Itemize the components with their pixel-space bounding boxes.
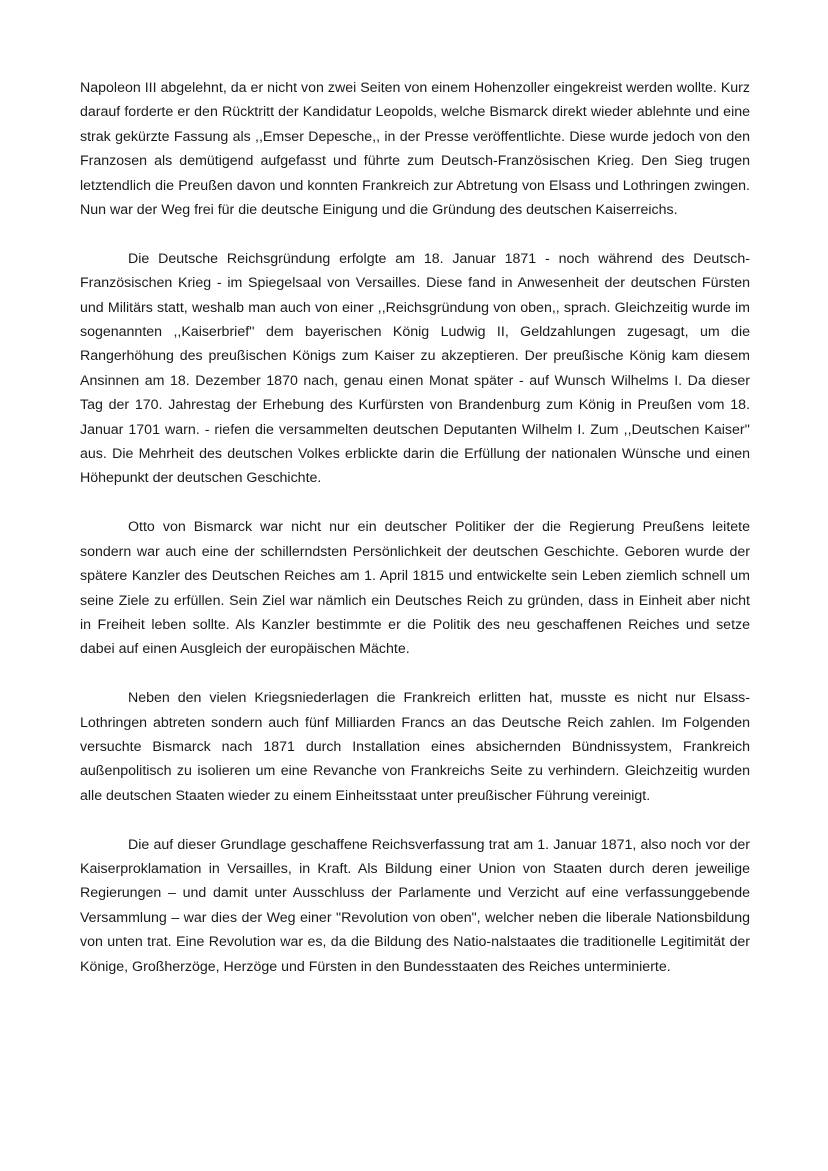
paragraph-2: Die Deutsche Reichsgründung erfolgte am 18. Januar 1871 - noch während des Deutsch-Französischen Krieg - im Spiegelsaal von Versailles. Diese fand in Anwesenheit der deutschen Fürsten und Militärs statt, weshalb man auch von einer ,,Reichsgründung von oben,, sprach. Gleichzeitig wurde im sogenannten ,,Kaiserbrief'' dem bayerischen König Ludwig II, Geldzahlungen zugesagt, um die Rangerhöhung des preußischen Königs zum Kaiser zu akzeptieren. Der preußische König kam diesem Ansinnen am 18. Dezember 1870 nach, genau einen Monat später - auf Wunsch Wilhelms I. Da dieser Tag der 170. Jahrestag der Erhebung des Kurfürsten von Brandenburg zum König in Preußen vom 18. Januar 1701 warn. - riefen die versammelten deutschen Deputanten Wilhelm I. Zum ,,Deutschen Kaiser'' aus. Die Mehrheit des deutschen Volkes erblickte darin die Erfüllung der nationalen Wünsche und einen Höhepunkt der deutschen Geschichte. <box>80 250 750 487</box>
paragraph-3: Otto von Bismarck war nicht nur ein deutscher Politiker der die Regierung Preußens leitete sondern war auch eine der schillerndsten Persönlichkeit der deutschen Geschichte. Geboren wurde der spätere Kanzler des Deutschen Reiches am 1. April 1815 und entwickelte sein Leben ziemlich schnell um seine Ziele zu erfüllen. Sein Ziel war nämlich ein Deutsches Reich zu gründen, dass in Einheit aber nicht in Freiheit leben sollte. Als Kanzler bestimmte er die Politik des neu geschaffenen Reiches und setze dabei auf einen Ausgleich der europäischen Mächte. <box>80 519 750 658</box>
document-page <box>80 76 750 979</box>
paragraph-4: Neben den vielen Kriegsniederlagen die Frankreich erlitten hat, musste es nicht nur Elsass-Lothringen abtreten sondern auch fünf Milliarden Francs an das Deutsche Reich zahlen. Im Folgenden versuchte Bismarck nach 1871 durch Installation eines absichernden Bündnissystem, Frankreich außenpolitisch zu isolieren um eine Revanche von Frankreichs Seite zu verhindern. Gleichzeitig wurden alle deutschen Staaten wieder zu einem Einheitsstaat unter preußischer Führung vereinigt. <box>80 690 750 804</box>
paragraph-5: Die auf dieser Grundlage geschaffene Reichsverfassung trat am 1. Januar 1871, also noch vor der Kaiserproklamation in Versailles, in Kraft. Als Bildung einer Union von Staaten durch deren jeweilige Regierungen – und damit unter Ausschluss der Parlamente und Verzicht auf eine verfassunggebende Versammlung – war dies der Weg einer "Revolution von oben", welcher neben die liberale Nationsbildung von unten trat. Eine Revolution war es, da die Bildung des Natio-nalstaates die traditionelle Legitimität der Könige, Großherzöge, Herzöge und Fürsten in den Bundesstaaten des Reiches unterminierte. <box>80 836 750 975</box>
paragraph-1: Napoleon III abgelehnt, da er nicht von zwei Seiten von einem Hohenzoller eingekreist werden wollte. Kurz darauf forderte er den Rücktritt der Kandidatur Leopolds, welche Bismarck direkt wieder ablehnte und eine strak gekürzte Fassung als ,,Emser Depesche,, in der Presse veröffentlichte. Diese wurde jedoch von den Franzosen als demütigend aufgefasst und führte zum Deutsch-Französischen Krieg. Den Sieg trugen letztendlich die Preußen davon und konnten Frankreich zur Abtretung von Elsass und Lothringen zwingen. Nun war der Weg frei für die deutsche Einigung und die Gründung des deutschen Kaiserreichs. <box>80 80 750 219</box>
